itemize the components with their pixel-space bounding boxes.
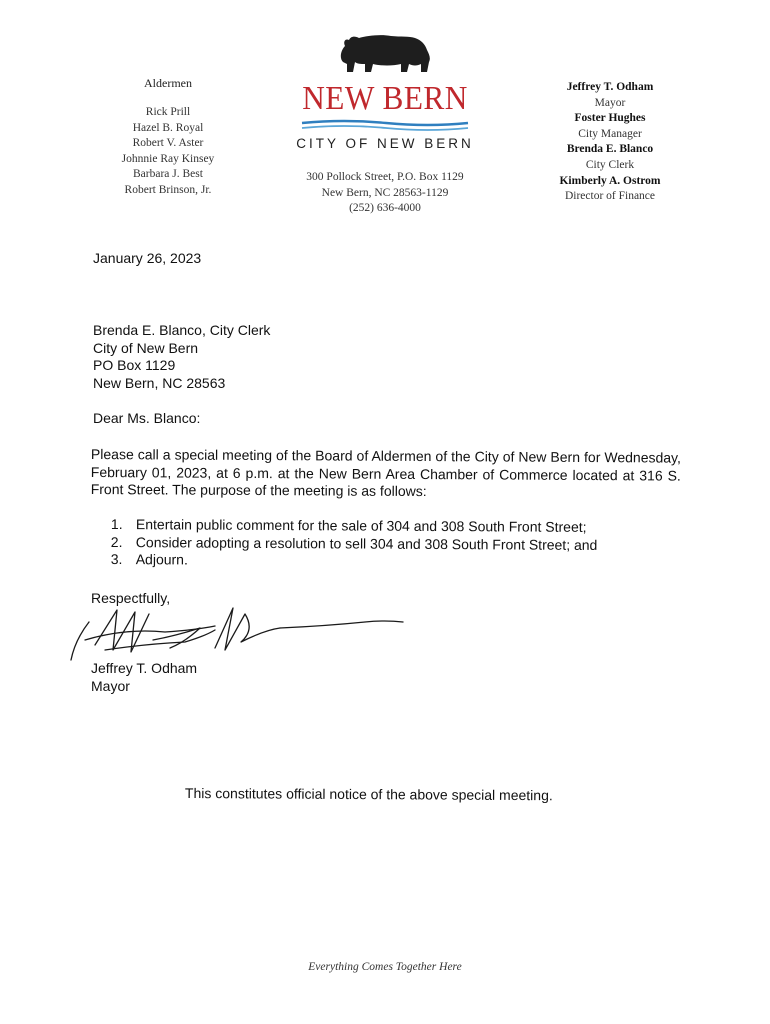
bear-icon [335, 28, 435, 78]
alderman-name: Johnnie Ray Kinsey [121, 152, 215, 165]
aldermen-list [88, 76, 248, 199]
signer-title: Mayor [91, 677, 130, 694]
agenda-number: 1. [110, 516, 123, 533]
official-name: Brenda E. Blanco [566, 143, 654, 156]
bear-silhouette [341, 35, 430, 72]
recipient-address [93, 322, 270, 392]
city-wordmark: NEW BERN [302, 80, 468, 117]
salutation: Dear Ms. Blanco: [93, 410, 201, 426]
agenda-number: 3. [110, 550, 123, 568]
agenda-item [111, 551, 671, 572]
address-phone: (252) 636-4000 [349, 202, 421, 214]
waves-icon [300, 118, 470, 132]
agenda-text: Adjourn. [135, 551, 188, 568]
address-line: 300 Pollock Street, P.O. Box 1129 [306, 171, 464, 183]
alderman-name: Barbara J. Best [133, 168, 203, 181]
recipient-line: PO Box 1129 [93, 357, 176, 373]
signer-name: Jeffrey T. Odham [91, 660, 198, 676]
official-notice: This constitutes official notice of the above special meeting. [184, 785, 553, 804]
city-address [280, 170, 490, 217]
recipient-line: City of New Bern [93, 339, 199, 356]
official-name: Foster Hughes [574, 112, 646, 125]
signer-block [91, 660, 197, 695]
official-name: Kimberly A. Ostrom [559, 174, 661, 187]
agenda-list [111, 516, 671, 572]
official-title: City Manager [578, 127, 642, 140]
agenda-item [111, 533, 671, 554]
agenda-text: Entertain public comment for the sale of 304 and 308 South Front Street; [135, 516, 587, 535]
officials-list [530, 80, 690, 205]
official-name: Jeffrey T. Odham [566, 81, 654, 93]
alderman-name: Robert Brinson, Jr. [124, 183, 212, 196]
closing: Respectfully, [91, 590, 171, 606]
official-title: Director of Finance [564, 190, 656, 203]
official-title: Mayor [594, 96, 626, 109]
recipient-line: New Bern, NC 28563 [93, 374, 226, 391]
alderman-name: Robert V. Aster [132, 137, 204, 150]
alderman-name: Rick Prill [145, 106, 191, 118]
footer-tagline: Everything Comes Together Here [308, 961, 462, 973]
agenda-text: Consider adopting a resolution to sell 304 and 308 South Front Street; and [135, 533, 598, 553]
city-subtitle: CITY OF NEW BERN [296, 136, 474, 151]
recipient-line: Brenda E. Blanco, City Clerk [93, 322, 271, 338]
alderman-name: Hazel B. Royal [132, 121, 204, 134]
official-title: City Clerk [585, 158, 635, 171]
address-line: New Bern, NC 28563-1129 [321, 186, 449, 199]
aldermen-heading: Aldermen [144, 76, 192, 90]
agenda-number: 2. [110, 533, 123, 550]
letter-body: Please call a special meeting of the Board of Aldermen of the City of New Bern for Wednesday, February 01, 2023, at 6 p.m. at the New Bern Area Chamber of Commerce located at 316 S. Front Street. The purpose of the meeting is as follows: [90, 446, 681, 500]
city-logo [285, 28, 485, 151]
letter-date: January 26, 2023 [93, 250, 202, 266]
